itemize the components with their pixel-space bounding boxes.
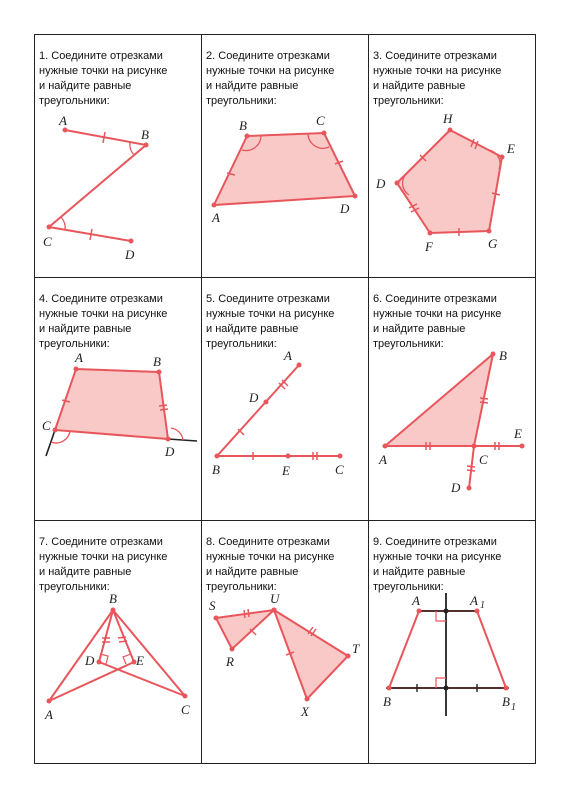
triangle-abc (385, 354, 493, 446)
point-d (264, 400, 269, 405)
right-angle-mark (123, 654, 131, 664)
point-c (183, 694, 188, 699)
point-b (144, 143, 149, 148)
task-text: 5. Соедините отрезками нужные точки на рисунке и найдите равные треугольники: (206, 293, 335, 350)
point-a (74, 367, 79, 372)
label-a1-subscript: 1 (480, 600, 485, 611)
task-cell-7 (35, 521, 202, 763)
point-a (47, 699, 52, 704)
label-b: B (239, 118, 247, 133)
point-a (383, 444, 388, 449)
point-center-bottom (444, 686, 449, 691)
point-b (157, 370, 162, 375)
angle-arc (130, 142, 134, 155)
point-t (346, 654, 351, 659)
tick-mark (119, 641, 127, 642)
task-text: 1. Соедините отрезками нужные точки на рисунке и найдите равные треугольники: (39, 50, 168, 107)
tick-mark (90, 229, 92, 240)
tick-mark (244, 610, 245, 618)
label-c: C (181, 702, 190, 717)
label-d: D (340, 201, 350, 216)
point-g (487, 229, 492, 234)
point-b (245, 134, 250, 139)
label-c: C (316, 113, 325, 128)
task-cell-2 (202, 35, 369, 278)
tick-mark (480, 402, 488, 403)
label-b: B (109, 591, 117, 606)
task-text: 2. Соедините отрезками нужные точки на рисунке и найдите равные треугольники: (206, 50, 335, 107)
label-d: D (85, 653, 95, 668)
task-cell-4 (35, 278, 202, 521)
label-e: E (282, 463, 290, 478)
point-f (428, 231, 433, 236)
label-f: F (425, 239, 433, 254)
task-cell-8 (202, 521, 369, 763)
point-s (214, 616, 219, 621)
task-cell-6 (369, 278, 535, 521)
tick-mark (159, 405, 167, 406)
angle-arc (61, 217, 65, 230)
label-e: E (507, 141, 515, 156)
tick-mark (467, 466, 475, 467)
point-c (472, 444, 477, 449)
trapezoid-aa1b1b (389, 611, 506, 688)
figure-4 (35, 278, 202, 521)
label-s: S (209, 598, 216, 613)
label-u: U (270, 591, 280, 606)
point-c (338, 454, 343, 459)
tick-mark (467, 470, 475, 471)
label-a: A (412, 593, 420, 608)
label-b: B (383, 694, 391, 709)
quadrilateral-abdc (55, 369, 168, 439)
angle-arc (171, 428, 183, 440)
segment-bc (49, 145, 146, 227)
point-u (272, 608, 277, 613)
point-x (305, 697, 310, 702)
point-e (520, 444, 525, 449)
label-d: D (249, 390, 259, 405)
task-cell-3 (369, 35, 535, 278)
label-a: A (59, 113, 67, 128)
point-a (417, 609, 422, 614)
task-text: 6. Соедините отрезками нужные точки на рисунке и найдите равные треугольники: (373, 293, 502, 350)
task-text: 3. Соедините отрезками нужные точки на рисунке и найдите равные треугольники: (373, 50, 502, 107)
point-a (212, 203, 217, 208)
task-cell-1 (35, 35, 202, 278)
point-d (467, 486, 472, 491)
tick-mark (160, 409, 168, 410)
figure-9 (369, 521, 535, 763)
label-b1-subscript: 1 (511, 702, 516, 713)
point-b1 (504, 686, 509, 691)
label-b: B (212, 462, 220, 477)
point-d (166, 437, 171, 442)
task-text: 8. Соедините отрезками нужные точки на рисунке и найдите равные треугольники: (206, 536, 335, 593)
label-c: C (43, 234, 52, 249)
task-text: 9. Соедините отрезками нужные точки на рисунке и найдите равные треугольники: (373, 536, 502, 593)
point-b (491, 352, 496, 357)
figure-5 (202, 278, 369, 521)
label-d: D (165, 444, 175, 459)
label-c: C (479, 452, 488, 467)
tick-mark (118, 637, 126, 638)
task-text: 4. Соедините отрезками нужные точки на рисунке и найдите равные треугольники: (39, 293, 168, 350)
figure-6 (369, 278, 535, 521)
label-r: R (226, 654, 234, 669)
point-c (47, 225, 52, 230)
figure-3 (369, 35, 535, 278)
figure-2 (202, 35, 369, 278)
label-a: A (284, 348, 292, 363)
label-e: E (136, 653, 144, 668)
label-d: D (125, 247, 135, 262)
point-a1 (475, 609, 480, 614)
point-c (53, 428, 58, 433)
point-b (387, 686, 392, 691)
label-a: A (45, 707, 53, 722)
label-a: A (75, 350, 83, 365)
point-e (500, 155, 505, 160)
tick-mark (248, 609, 249, 617)
point-d (129, 239, 134, 244)
point-h (448, 128, 453, 133)
label-b: B (499, 348, 507, 363)
triangle-utx (274, 610, 348, 699)
label-c: C (42, 418, 51, 433)
label-d: D (376, 176, 386, 191)
label-x: X (301, 704, 309, 719)
point-a (63, 128, 68, 133)
point-e (286, 454, 291, 459)
label-c: C (335, 462, 344, 477)
label-d: D (451, 480, 461, 495)
tick-mark (103, 132, 105, 143)
point-c (322, 131, 327, 136)
pentagon-dhegf (397, 130, 502, 233)
segment-bc (113, 610, 185, 696)
label-a1: A (470, 593, 478, 608)
label-t: T (352, 641, 360, 656)
segment-ba (217, 365, 299, 456)
point-center-top (444, 609, 449, 614)
label-g: G (488, 236, 498, 251)
task-text: 7. Соедините отрезками нужные точки на рисунке и найдите равные треугольники: (39, 536, 168, 593)
label-h: H (443, 111, 453, 126)
point-r (230, 647, 235, 652)
figure-7 (35, 521, 202, 763)
point-a (297, 363, 302, 368)
worksheet-grid (34, 34, 536, 764)
quadrilateral-abcd (214, 133, 355, 205)
label-b: B (153, 354, 161, 369)
point-d (97, 660, 102, 665)
point-d (353, 194, 358, 199)
point-b (215, 454, 220, 459)
label-b: B (141, 127, 149, 142)
figure-8 (202, 521, 369, 763)
figure-1 (35, 35, 202, 278)
point-d (395, 181, 400, 186)
point-b (111, 608, 116, 613)
label-e: E (514, 426, 522, 441)
task-cell-5 (202, 278, 369, 521)
label-a: A (379, 452, 387, 467)
task-cell-9 (369, 521, 535, 763)
label-b1: B (502, 694, 510, 709)
label-a: A (212, 210, 220, 225)
tick-mark (480, 398, 488, 399)
